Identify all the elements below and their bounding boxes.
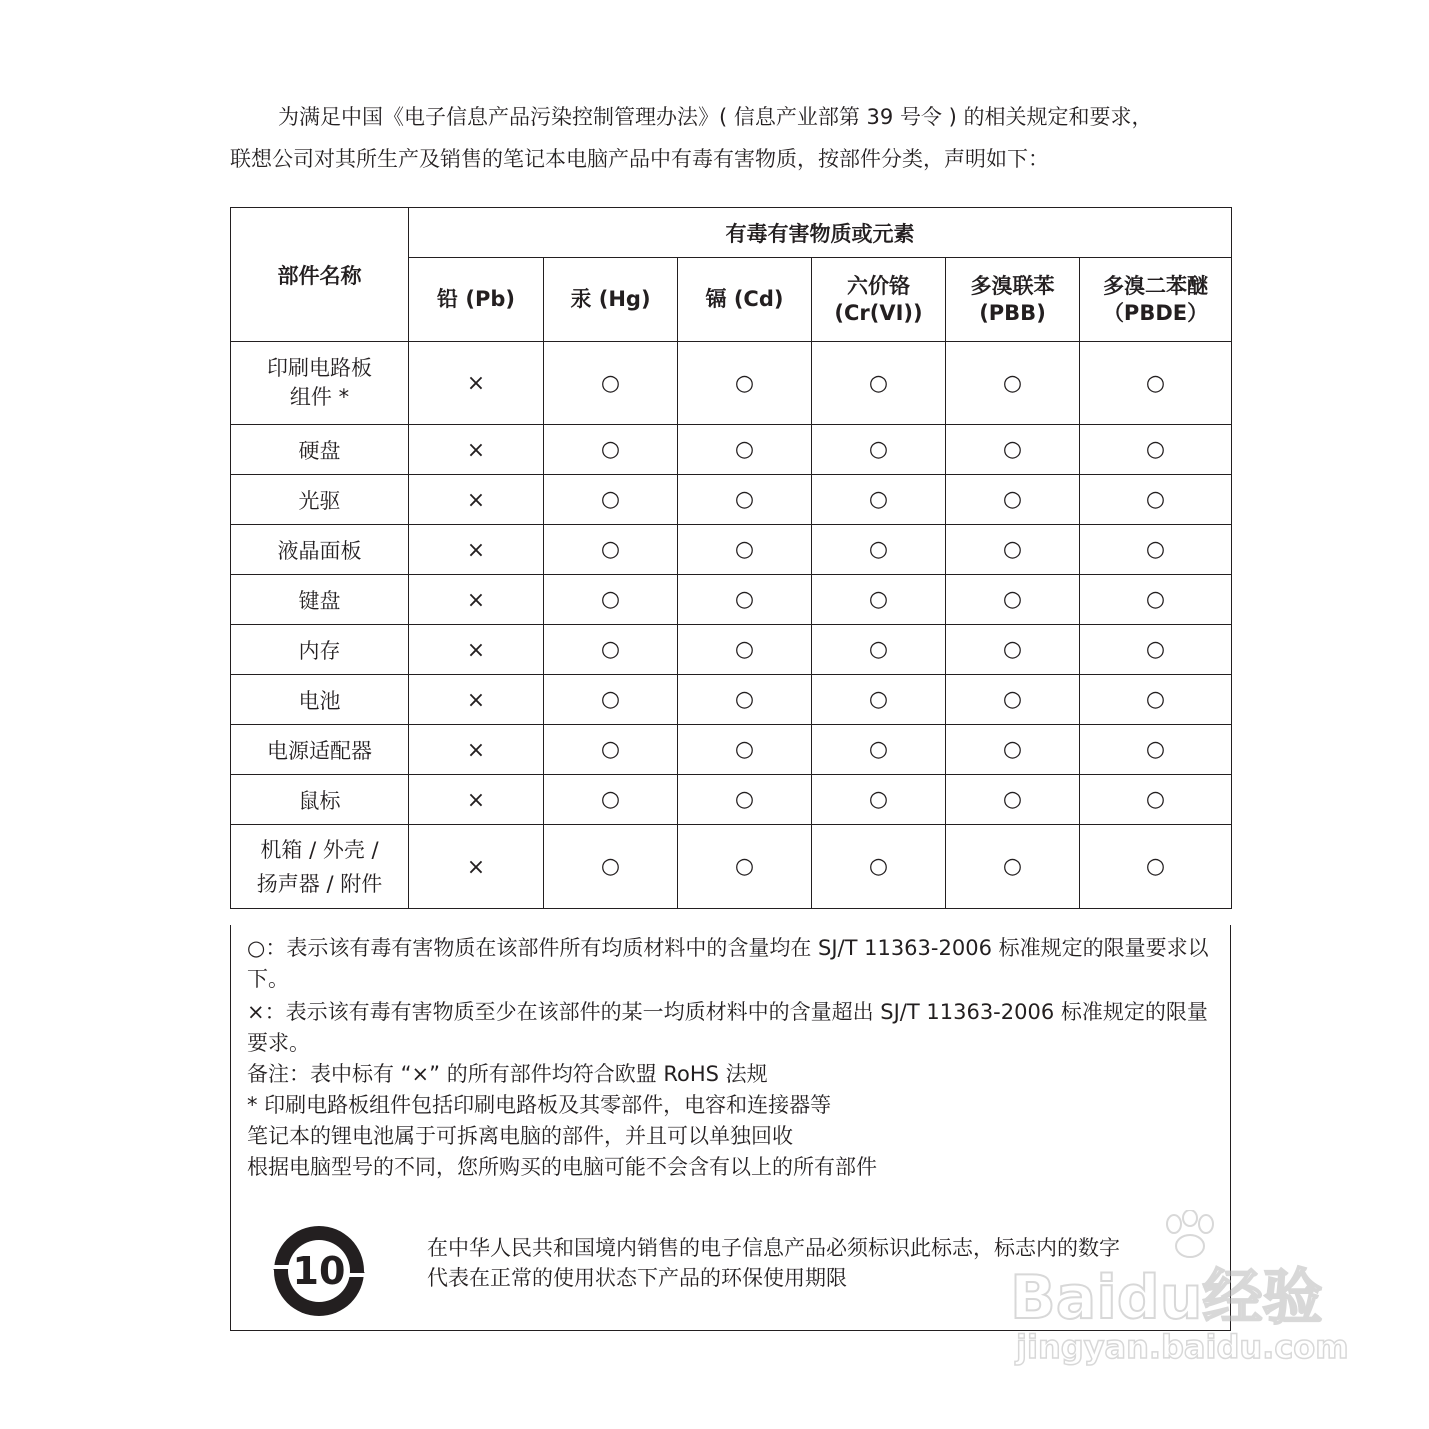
circle-mark: ○ <box>600 487 621 512</box>
substance-mark-cell <box>409 625 544 675</box>
substance-mark-cell <box>812 525 946 575</box>
logo-number: 10 <box>292 1249 346 1293</box>
table-row <box>231 625 1232 675</box>
circle-mark: ○ <box>600 737 621 762</box>
part-name-header: 部件名称 <box>231 208 409 342</box>
circle-mark: ○ <box>600 854 621 879</box>
cross-mark: × <box>466 737 486 763</box>
substance-mark-cell <box>1080 825 1232 909</box>
intro-line-2: 联想公司对其所生产及销售的笔记本电脑产品中有毒有害物质，按部件分类，声明如下： <box>230 147 1049 171</box>
circle-mark: ○ <box>1145 487 1166 512</box>
circle-mark: ○ <box>600 787 621 812</box>
substance-mark-cell <box>409 425 544 475</box>
watermark-brand: Baidu经验 <box>1010 1263 1323 1333</box>
circle-mark: ○ <box>1145 437 1166 462</box>
battery-note: 笔记本的锂电池属于可拆离电脑的部件，并且可以单独回收 <box>247 1124 793 1148</box>
substance-mark-cell <box>409 525 544 575</box>
substance-mark-cell <box>409 342 544 425</box>
substance-mark-cell <box>544 575 678 625</box>
circle-mark: ○ <box>600 537 621 562</box>
logo-description-line-1: 在中华人民共和国境内销售的电子信息产品必须标识此标志，标志内的数字 <box>427 1236 1120 1260</box>
circle-mark: ○ <box>1145 787 1166 812</box>
substance-mark-cell <box>946 825 1080 909</box>
circle-mark: ○ <box>1002 487 1023 512</box>
substance-mark-cell <box>946 342 1080 425</box>
part-name: 内存 <box>298 638 341 663</box>
circle-mark: ○ <box>1002 370 1023 396</box>
substance-header <box>1080 258 1232 342</box>
remark-note: 备注：表中标有 “×” 的所有部件均符合欧盟 RoHS 法规 <box>247 1062 768 1086</box>
substance-mark-cell <box>812 775 946 825</box>
substance-mark-cell <box>409 775 544 825</box>
substance-header <box>544 258 678 342</box>
substance-mark-cell <box>946 675 1080 725</box>
part-name-cell <box>231 625 409 675</box>
substance-name: 镉 (Cd) <box>705 287 784 311</box>
substance-mark-cell <box>812 342 946 425</box>
table-row <box>231 425 1232 475</box>
substance-mark-cell <box>1080 475 1232 525</box>
substance-mark-cell <box>678 425 812 475</box>
substance-mark-cell <box>544 475 678 525</box>
table-body <box>231 342 1232 909</box>
circle-mark: ○ <box>1002 787 1023 812</box>
substance-mark-cell <box>678 775 812 825</box>
substance-header <box>946 258 1080 342</box>
intro-paragraph <box>230 96 1240 180</box>
part-name-cell <box>231 475 409 525</box>
circle-mark: ○ <box>734 737 755 762</box>
substance-mark-cell <box>409 475 544 525</box>
logo-description-line-2: 代表在正常的使用状态下产品的环保使用期限 <box>427 1266 847 1290</box>
cross-mark: × <box>466 687 486 713</box>
table-row <box>231 525 1232 575</box>
watermark-url: jingyan.baidu.com <box>1016 1328 1349 1366</box>
circle-mark: ○ <box>1145 687 1166 712</box>
cross-mark: × <box>466 587 486 613</box>
table-row <box>231 775 1232 825</box>
circle-mark: ○ <box>1002 437 1023 462</box>
substance-symbol: (PBB) <box>979 300 1046 325</box>
circle-mark: ○ <box>868 787 889 812</box>
cross-mark: × <box>466 370 486 396</box>
part-name: 光驱 <box>298 488 341 513</box>
part-name-cell <box>231 775 409 825</box>
substance-mark-cell <box>946 625 1080 675</box>
part-name-continued: 扬声器 / 附件 <box>256 871 383 896</box>
substance-mark-cell <box>544 342 678 425</box>
part-name-cell <box>231 675 409 725</box>
substance-mark-cell <box>1080 525 1232 575</box>
substance-name: 六价铬 <box>847 273 910 298</box>
substance-mark-cell <box>678 575 812 625</box>
circle-mark: ○ <box>868 637 889 662</box>
circle-mark: ○ <box>868 687 889 712</box>
substance-mark-cell <box>544 525 678 575</box>
pcb-note: * 印刷电路板组件包括印刷电路板及其零部件，电容和连接器等 <box>247 1093 832 1117</box>
part-name: 液晶面板 <box>277 538 362 563</box>
cross-mark: × <box>466 854 486 880</box>
substance-mark-cell <box>678 525 812 575</box>
substance-group-header: 有毒有害物质或元素 <box>409 208 1232 258</box>
circle-mark: ○ <box>1145 737 1166 762</box>
substance-mark-cell <box>544 425 678 475</box>
substance-mark-cell <box>544 725 678 775</box>
cross-mark: × <box>466 487 486 513</box>
circle-mark: ○ <box>734 587 755 612</box>
circle-mark: ○ <box>868 854 889 879</box>
cross-mark: × <box>466 787 486 813</box>
substance-mark-cell <box>812 675 946 725</box>
circle-mark: ○ <box>1002 537 1023 562</box>
table-row <box>231 342 1232 425</box>
substance-header <box>409 258 544 342</box>
circle-mark: ○ <box>600 437 621 462</box>
substance-mark-cell <box>1080 675 1232 725</box>
substance-mark-cell <box>1080 425 1232 475</box>
part-name-cell <box>231 525 409 575</box>
hazardous-substances-table <box>230 207 1232 909</box>
substance-mark-cell <box>678 342 812 425</box>
table-row <box>231 675 1232 725</box>
part-name-cell <box>231 425 409 475</box>
circle-mark: ○ <box>1145 537 1166 562</box>
notes-text <box>247 933 1212 1183</box>
substance-mark-cell <box>544 775 678 825</box>
part-name-cell <box>231 342 409 425</box>
circle-mark: ○ <box>868 587 889 612</box>
circle-mark: ○ <box>734 637 755 662</box>
substance-mark-cell <box>409 575 544 625</box>
substance-mark-cell <box>812 825 946 909</box>
substance-mark-cell <box>946 475 1080 525</box>
table-row <box>231 575 1232 625</box>
substance-mark-cell <box>946 525 1080 575</box>
substance-mark-cell <box>812 425 946 475</box>
circle-mark: ○ <box>1145 637 1166 662</box>
cross-mark: × <box>466 537 486 563</box>
substance-mark-cell <box>1080 725 1232 775</box>
substance-mark-cell <box>812 725 946 775</box>
part-name-cell <box>231 725 409 775</box>
substance-name: 多溴二苯醚 <box>1103 273 1209 298</box>
intro-line-1: 为满足中国《电子信息产品污染控制管理办法》( 信息产业部第 39 号令 ) 的相关规定和要求， <box>278 105 1153 129</box>
part-name: 印刷电路板 <box>267 356 372 380</box>
circle-mark: ○ <box>600 370 621 396</box>
substance-mark-cell <box>1080 625 1232 675</box>
substance-header <box>678 258 812 342</box>
circle-legend-note: ○：表示该有毒有害物质在该部件所有均质材料中的含量均在 SJ/T 11363-2006 标准规定的限量要求以下。 <box>247 936 1209 991</box>
baidu-watermark <box>1010 1210 1350 1380</box>
circle-mark: ○ <box>1145 370 1166 396</box>
part-name: 鼠标 <box>298 788 341 813</box>
part-name: 机箱 / 外壳 / <box>260 837 379 862</box>
cross-legend-note: ×：表示该有毒有害物质至少在该部件的某一均质材料中的含量超出 SJ/T 11363-2006 标准规定的限量要求。 <box>247 1000 1208 1055</box>
substance-mark-cell <box>678 475 812 525</box>
part-name-cell <box>231 825 409 909</box>
circle-mark: ○ <box>1145 854 1166 879</box>
substance-mark-cell <box>544 675 678 725</box>
substance-header <box>812 258 946 342</box>
model-note: 根据电脑型号的不同，您所购买的电脑可能不会含有以上的所有部件 <box>247 1155 877 1179</box>
circle-mark: ○ <box>1145 587 1166 612</box>
substance-symbol: (Cr(VI)) <box>834 300 923 325</box>
epup-10-logo-icon <box>269 1221 369 1321</box>
substance-mark-cell <box>1080 342 1232 425</box>
substance-mark-cell <box>946 575 1080 625</box>
substance-mark-cell <box>544 825 678 909</box>
cross-mark: × <box>466 437 486 463</box>
substance-mark-cell <box>409 725 544 775</box>
circle-mark: ○ <box>600 687 621 712</box>
substance-name: 汞 (Hg) <box>570 287 651 311</box>
substance-mark-cell <box>812 625 946 675</box>
circle-mark: ○ <box>1002 587 1023 612</box>
circle-mark: ○ <box>1002 637 1023 662</box>
substance-mark-cell <box>678 625 812 675</box>
circle-mark: ○ <box>734 787 755 812</box>
substance-mark-cell <box>409 675 544 725</box>
circle-mark: ○ <box>600 587 621 612</box>
table-row <box>231 725 1232 775</box>
circle-mark: ○ <box>600 637 621 662</box>
circle-mark: ○ <box>734 687 755 712</box>
substance-mark-cell <box>946 775 1080 825</box>
cross-mark: × <box>466 637 486 663</box>
circle-mark: ○ <box>868 437 889 462</box>
circle-mark: ○ <box>734 537 755 562</box>
substance-name: 铅 (Pb) <box>437 287 515 311</box>
part-name: 电源适配器 <box>267 738 372 763</box>
table-row <box>231 825 1232 909</box>
part-name: 电池 <box>298 688 341 713</box>
substance-mark-cell <box>812 575 946 625</box>
part-name-continued: 组件 * <box>289 385 350 409</box>
substance-mark-cell <box>946 725 1080 775</box>
circle-mark: ○ <box>868 370 889 396</box>
substance-symbol: （PBDE） <box>1102 300 1209 325</box>
circle-mark: ○ <box>868 487 889 512</box>
circle-mark: ○ <box>734 854 755 879</box>
substance-mark-cell <box>544 625 678 675</box>
circle-mark: ○ <box>1002 687 1023 712</box>
substance-mark-cell <box>1080 775 1232 825</box>
circle-mark: ○ <box>734 437 755 462</box>
circle-mark: ○ <box>734 370 755 396</box>
circle-mark: ○ <box>1002 737 1023 762</box>
substance-mark-cell <box>812 475 946 525</box>
substance-mark-cell <box>1080 575 1232 625</box>
circle-mark: ○ <box>1002 854 1023 879</box>
part-name-cell <box>231 575 409 625</box>
table-row <box>231 475 1232 525</box>
substance-mark-cell <box>409 825 544 909</box>
circle-mark: ○ <box>868 537 889 562</box>
substance-mark-cell <box>678 675 812 725</box>
substance-name: 多溴联苯 <box>970 273 1055 298</box>
substance-mark-cell <box>678 825 812 909</box>
part-name: 硬盘 <box>298 438 341 463</box>
part-name: 键盘 <box>298 588 341 613</box>
substance-mark-cell <box>678 725 812 775</box>
circle-mark: ○ <box>734 487 755 512</box>
circle-mark: ○ <box>868 737 889 762</box>
substance-mark-cell <box>946 425 1080 475</box>
